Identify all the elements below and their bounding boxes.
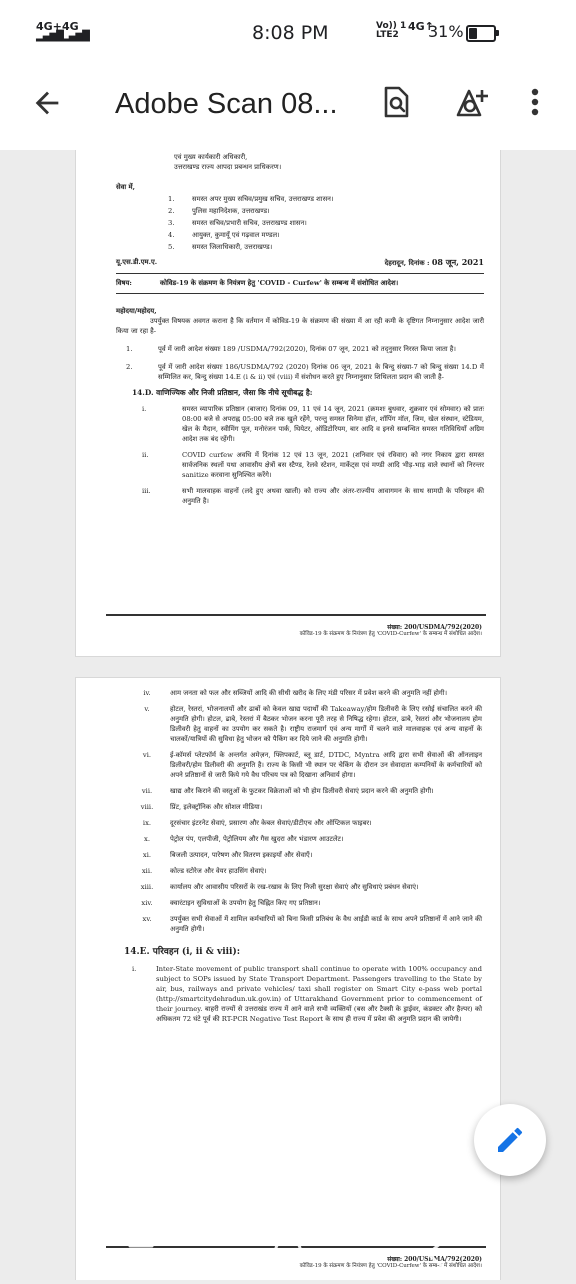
item-text: ई-कॉमर्स प्लेटफॉर्म के अन्तर्गत अमेज़न, फ्लिपकार्ट, ब्लू डार्ट, DTDC, Myntra आदि द्वारा सभी सेवाओं की ऑनलाइन डिलीवरी/होम डिलीवरी की अनुमति है। राज्य के किसी भी स्थान पर चेकिंग के दौरान उन सेवादाता कम्पनियों के कर्मचारियों को अपने प्रतिष्ठानों से जारी किये गये वैध परिचय पत्र को दिखाना अनिवार्य होगा। bbox=[170, 751, 482, 779]
salutation: महोदया/महोदय, bbox=[116, 307, 157, 315]
section-item bbox=[132, 704, 482, 744]
point-text: पूर्व में जारी आदेश संख्याः 186/USDMA/792 (2020) दिनांक 06 जून, 2021 के बिन्दु संख्या-7 को बिन्दु संख्या 14.D में सम्मिलित कर, बिन्दु संख्या 14.E (i & ii) एवं (viii) में संशोधन करते हुए निम्नानुसार शिथिलता प्रदान की जाती है- bbox=[158, 363, 484, 381]
recipient-text: पुलिस महानिदेशक, उत्तराखण्ड। bbox=[192, 207, 270, 215]
section-item bbox=[132, 866, 482, 876]
reference-number: यू.एस.डी.एम.ए. bbox=[116, 258, 158, 266]
point-num: 2. bbox=[126, 363, 133, 371]
divider bbox=[116, 293, 484, 294]
scanned-page-1[interactable] bbox=[76, 150, 500, 656]
signal-2-label: 4G bbox=[62, 20, 79, 33]
app-bar bbox=[0, 66, 576, 150]
footer-reference: संख्या: 200/USDMA/792(2020) bbox=[387, 1256, 482, 1263]
footer-reference: संख्या: 200/USDMA/792(2020) bbox=[387, 624, 482, 631]
section-heading-14d: 14.D. वाणिज्यिक और निजी प्रतिष्ठान, जैसा कि नीचे सूचीबद्ध है: bbox=[132, 388, 313, 397]
section-item bbox=[132, 688, 482, 698]
recipient-text: समस्त सचिव/प्रभारी सचिव, उत्तराखण्ड शासन। bbox=[192, 219, 307, 227]
recipient-text: समस्त अपर मुख्य सचिव/प्रमुख सचिव, उत्तराखण्ड शासन। bbox=[192, 195, 334, 203]
battery-level-fill bbox=[469, 28, 477, 39]
point-text: पूर्व में जारी आदेश संख्याः 189 /USDMA/792(2020), दिनांक 07 जून, 2021 को तद्नुसार निरस्त किया जाता है। bbox=[158, 345, 456, 353]
item-text: सभी मालवाहक वाहनों (लदे हुए अथवा खाली) को राज्य और अंतर-राज्यीय आवागमन के साथ सामग्री के परिवहन की अनुमति है। bbox=[182, 487, 484, 505]
item-num: i. bbox=[132, 965, 137, 973]
page-footer bbox=[300, 624, 482, 638]
subject-label: विषय: bbox=[116, 279, 132, 287]
item-text: आम जनता को फल और सब्जियों आदि की सीधी खरीद के लिए मंडी परिसर में प्रवेश करने की अनुमति नहीं होगी। bbox=[170, 689, 448, 697]
recipient-item bbox=[168, 206, 484, 216]
section-item bbox=[132, 850, 482, 860]
section-heading-14e: 14.E. परिवहन (i, ii & viii): bbox=[124, 947, 241, 957]
item-text: होटल, रेस्तरां, भोजनालयों और ढाबों को केवल खाद्य पदार्थों की Takeaway/होम डिलीवरी के लिए रसोई संचालित करने की अनुमति होगी। होटल, ढाबे, रेस्तरां में बैठकर भोजन करना पूरी तरह से निषिद्ध रहेगा। होटल, ढाबे, रेस्तरां और भोजनालय होम डिलीवरी हेतु वाहनों का उपयोग कर सकते है। राष्ट्रीय राजमार्ग एवं अन्य मार्गों में चलने वाले मालवाहक एवं अन्य वाहनों के चालकों/यात्रियों की सुविधा हेतु भोजन को पैकिंग कर दिये जाने की अनुमति होगी। bbox=[170, 705, 482, 743]
section-item bbox=[132, 964, 482, 1024]
signal-2 bbox=[62, 22, 89, 42]
recipient-num: 3. bbox=[168, 219, 175, 227]
signal-1-label: 4G+ bbox=[36, 20, 62, 33]
subject-row bbox=[116, 278, 484, 288]
recipient-text: आयुक्त, कुमायूँ एवं गढ़वाल मण्डल। bbox=[192, 231, 280, 239]
signal-1 bbox=[36, 22, 63, 42]
recipient-num: 2. bbox=[168, 207, 175, 215]
seva-label: सेवा में, bbox=[116, 183, 135, 191]
section-item bbox=[142, 450, 484, 480]
section-item bbox=[132, 834, 482, 844]
item-num: i. bbox=[142, 405, 147, 413]
recipient-item bbox=[168, 218, 484, 228]
section-item bbox=[132, 914, 482, 934]
scanned-page-2[interactable] bbox=[76, 678, 500, 1280]
recipient-item bbox=[168, 194, 484, 204]
footer-divider bbox=[106, 614, 486, 616]
network-indicator: 4G↑ bbox=[408, 20, 434, 33]
item-num: ii. bbox=[142, 451, 149, 459]
battery-icon bbox=[466, 25, 496, 42]
overflow-menu-icon[interactable] bbox=[520, 82, 550, 122]
subject-text: कोविड-19 के संक्रमण के नियंत्रण हेतु 'COVID - Curfew' के सम्बन्ध में संशोधित आदेश। bbox=[160, 279, 399, 287]
item-text: दूरसंचार इंटरनेट सेवाएं, प्रसारण और केबल सेवाएं/डीटीएच और ऑप्टिकल फाइबर। bbox=[170, 819, 372, 827]
top-line: एवं मुख्य कार्यकारी अधिकारी, bbox=[174, 153, 248, 161]
item-text: प्रिंट, इलेक्ट्रॉनिक और सोशल मीडिया। bbox=[170, 803, 263, 811]
section-item bbox=[142, 404, 484, 444]
home-icon[interactable] bbox=[243, 1236, 333, 1280]
pencil-edit-icon bbox=[494, 1124, 526, 1160]
item-num: v. bbox=[144, 705, 150, 713]
footer-subject: कोविड-19 के संक्रमण के नियंत्रण हेतु 'COVID-Curfew' के सम्बन्ध में संशोधित आदेश। bbox=[299, 1263, 482, 1269]
dated-value: 08 जून, 2021 bbox=[431, 257, 484, 267]
item-num: xii. bbox=[141, 867, 153, 875]
item-num: xiii. bbox=[140, 883, 154, 891]
recipient-text: समस्त जिलाधिकारी, उत्तराखण्ड। bbox=[192, 243, 273, 251]
recipient-item bbox=[168, 242, 484, 252]
edit-fab[interactable] bbox=[474, 1104, 546, 1176]
point-item bbox=[116, 344, 484, 354]
item-num: xv. bbox=[142, 915, 152, 923]
item-num: vii. bbox=[141, 787, 153, 795]
item-text: कार्यालय और आवासीय परिसरों के रख-रखाव के लिए निजी सुरक्षा सेवाएं और सुविधाएं प्रबंधन सेवाएं। bbox=[170, 883, 419, 891]
item-text: बिजली उत्पादन, पारेषण और वितरण इकाइयाँ और सेवाएँ। bbox=[170, 851, 313, 859]
item-num: viii. bbox=[140, 803, 154, 811]
signal-bars-icon: ▂▄▆█ bbox=[36, 31, 63, 42]
item-num: ix. bbox=[142, 819, 152, 827]
reference-row bbox=[116, 257, 484, 268]
item-text: Inter-State movement of public transport shall continue to operate with 100% occupancy and subject to SOPs issued by State Transport Department. Passengers travelling to the State by air, bus, railways and private vehicles/ taxi shall register on Smart City e-pass web portal (http://smartcitydehradun.uk.gov.in) of Uttarakhand Government prior to commencement of their journey. बाहरी राज्यों से उत्तराखंड राज्य में आने वाले सभी व्यक्तियों (बस और टैक्सी के ड्राईवर, कंडक्टर और हैल्पर) को अधिकतम 72 घंटे पूर्व की RT-PCR Negative Test Report के साथ ही राज्य में प्रवेश की अनुमति प्रदान की जायेगी। bbox=[156, 965, 482, 1023]
top-line: उत्तराखण्ड राज्य आपदा प्रबन्धन प्राधिकरण। bbox=[174, 163, 282, 171]
section-item bbox=[132, 786, 482, 796]
recipient-num: 5. bbox=[168, 243, 175, 251]
back-icon[interactable] bbox=[390, 1236, 480, 1280]
status-bar bbox=[0, 0, 576, 66]
dated-place bbox=[385, 257, 484, 268]
footer-subject: कोविड-19 के संक्रमण के नियंत्रण हेतु 'COVID-Curfew' के सम्बन्ध में संशोधित आदेश। bbox=[299, 631, 482, 637]
section-item bbox=[132, 882, 482, 892]
item-text: उपर्युक्त सभी सेवाओं में शामिल कर्मचारियों को बिना किसी प्रतिबंध के वैध आईडी कार्ड के साथ अपने प्रतिष्ठानों में आने जाने की अनुमति होगी। bbox=[170, 915, 482, 933]
search-document-icon[interactable] bbox=[376, 82, 416, 122]
point-num: 1. bbox=[126, 345, 133, 353]
battery-percent: 31% bbox=[428, 22, 464, 41]
section-item bbox=[132, 802, 482, 812]
item-num: iv. bbox=[143, 689, 151, 697]
item-text: पेट्रोल पंप, एलपीजी, पेट्रोलियम और गैस खुदरा और भंडारण आउटलेट। bbox=[170, 835, 344, 843]
back-arrow-icon[interactable] bbox=[30, 86, 64, 120]
recents-icon[interactable] bbox=[96, 1236, 186, 1280]
section-item bbox=[142, 486, 484, 506]
item-text: खाद्य और किराने की वस्तुओं के फुटकर विक्रेताओं को भी होम डिलीवरी सेवाएं प्रदान करने की अनुमति होगी। bbox=[170, 787, 434, 795]
document-title: Adobe Scan 08... bbox=[115, 88, 338, 120]
section-item bbox=[132, 818, 482, 828]
dated-prefix: देहरादून, दिनांक : bbox=[384, 259, 430, 267]
recipient-num: 1. bbox=[168, 195, 175, 203]
item-num: iii. bbox=[142, 487, 151, 495]
add-shape-icon[interactable] bbox=[452, 82, 492, 122]
recipient-num: 4. bbox=[168, 231, 175, 239]
divider bbox=[116, 273, 484, 274]
clock: 8:08 PM bbox=[252, 22, 329, 44]
item-num: xi. bbox=[142, 851, 152, 859]
item-num: xiv. bbox=[141, 899, 153, 907]
point-item bbox=[116, 362, 484, 382]
item-text: समस्त व्यापारिक प्रतिष्ठान (बाजार) दिनांक 09, 11 एवं 14 जून, 2021 (क्रमशः बुधवार, शुक्रवार एवं सोमवार) को प्रातः 08:00 बजे से अपराह्न 05:00 बजे तक खुले रहेंगे, परन्तु समस्त सिनेमा हॉल, शॉपिंग मॉल, जिम, खेल संस्थान, स्टेडियम, खेल के मैदान, स्वीमिंग पूल, मनोरंजन पार्क, थियेटर, ऑडिटोरियम, बार आदि व इनसे सम्बन्धित समस्त गतिविधियाँ अग्रिम आदेश तक बंद रहेंगी। bbox=[182, 405, 484, 443]
item-num: x. bbox=[144, 835, 150, 843]
item-num: vi. bbox=[142, 751, 152, 759]
item-text: कोल्ड स्टोरेज और वेयर हाउसिंग सेवाएं। bbox=[170, 867, 267, 875]
item-text: COVID curfew अवधि में दिनांक 12 एवं 13 जून, 2021 (शनिवार एवं रविवार) को नगर निकाय द्वारा समस्त सार्वजनिक स्थलों यथा आवासीय क्षेत्रों बस स्टैण्ड, रेलवे स्टेशन, मार्केट्स एवं मण्डी आदि भीड़-भाड़ वाले स्थानों को निरन्तर sanitize करवाना सुनिश्चित करेंगे। bbox=[182, 451, 484, 479]
recipient-item bbox=[168, 230, 484, 240]
item-text: क्वारंटाइन सुविधाओं के उपयोग हेतु चिह्नित किए गए प्रतिष्ठान। bbox=[170, 899, 321, 907]
intro-paragraph: उपर्युक्त विषयक अवगत कराना है कि वर्तमान में कोविड-19 के संक्रमण की संख्या में आ रही कमी के दृष्टिगत निम्नानुसार आदेश जारी किया जा रहा है- bbox=[116, 317, 484, 335]
signal-bars-icon: ▂▄▆█ bbox=[62, 31, 89, 42]
system-nav-bar bbox=[0, 1236, 576, 1280]
section-item bbox=[132, 750, 482, 780]
section-item bbox=[132, 898, 482, 908]
volte-indicator: Vo)) 1 LTE2 bbox=[376, 21, 407, 40]
